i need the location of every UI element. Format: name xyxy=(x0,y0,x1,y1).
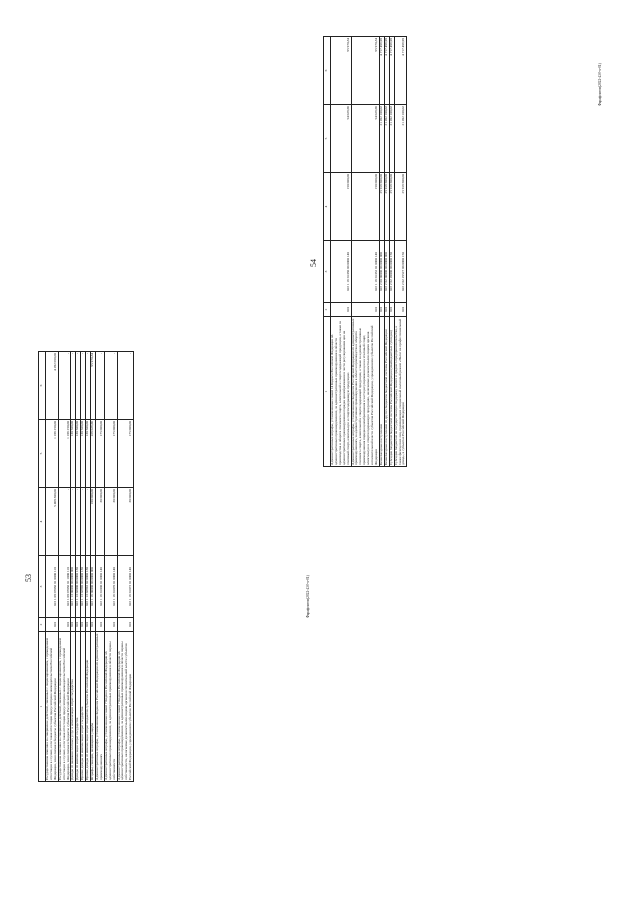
page-53 xyxy=(24,352,308,782)
row-code: 010 xyxy=(95,618,104,632)
header-cell: 1 xyxy=(39,632,46,782)
header-cell: 5 xyxy=(39,420,46,488)
row-name: Государственная пошлина за совершение действий, связанных с лицензированием, с проведением аттестации в случаях, если такая аттестация предусмотрена законодательством Российской Федерации, зачисляемая в бюджеты субъектов Российской Федерации xyxy=(58,632,71,782)
row-code: 010 xyxy=(117,618,134,632)
row-code: 010 xyxy=(76,618,81,632)
row-executed: 130 500,00 xyxy=(81,420,86,488)
row-name: Прочие доходы от компенсации затрат государства xyxy=(81,632,86,782)
table-row xyxy=(394,37,407,467)
revenue-table xyxy=(323,36,407,467)
row-executed: 1 186 250,00 xyxy=(58,420,71,488)
page-footer: Фарафонтов(2022-430-ч-01) xyxy=(598,63,602,106)
table-row xyxy=(46,352,59,782)
header-cell: 4 xyxy=(324,173,331,241)
row-approved: 25 919 600,00 xyxy=(394,173,407,241)
row-name: Безвозмездные поступления от других бюджетов бюджетной системы Российской Федерации xyxy=(384,317,389,467)
table-row xyxy=(351,37,379,467)
row-executed: 1 186 250,00 xyxy=(46,420,59,488)
row-executed: 175 000,00 xyxy=(117,420,134,488)
row-executed: 130 500,00 xyxy=(86,420,91,488)
table-row xyxy=(95,352,104,782)
row-code: 010 xyxy=(384,303,389,317)
row-kbk: 022 1 16 01000 01 0000 140 xyxy=(95,556,104,618)
row-name: Административные штрафы, установленные главой 14 Кодекса Российской Федерации об административных правонарушениях, за административные правонарушения в области производства и оборота этилового спирта, алкогольной и спиртосодержащей продукции, а также за административные правонарушения порядка ценообразования в части регулирования цен на этиловый спирт, алкогольную и спиртосодержащую продукцию xyxy=(331,317,352,467)
row-code: 010 xyxy=(394,303,407,317)
row-code: 010 xyxy=(46,618,59,632)
row-name: Государственная пошлина за совершение действий, связанных с лицензированием, с проведением аттестации в случаях, если такая аттестация предусмотрена законодательством Российской Федерации, зачисляемая в бюджеты субъектов Российской Федерации xyxy=(46,632,59,782)
row-name: Административные штрафы, установленные главой 7 Кодекса Российской Федерации об административных правонарушениях, за административные правонарушения в области охраны собственности xyxy=(104,632,117,782)
row-approved: - xyxy=(76,488,81,556)
row-approved: 30 000,00 xyxy=(95,488,104,556)
row-approved: - xyxy=(58,488,71,556)
row-code: 010 xyxy=(86,618,91,632)
row-code: 010 xyxy=(91,618,96,632)
row-unexecuted: 4 282 050,00 xyxy=(46,352,59,420)
revenue-table xyxy=(38,351,134,782)
row-name: Административные штрафы, установленные Кодексом Российской Федерации об административных правонарушениях xyxy=(95,632,104,782)
row-executed: 130 500,00 xyxy=(76,420,81,488)
row-name: Доходы от оказания платных услуг и компенсации затрат государства xyxy=(71,632,76,782)
row-unexecuted: - xyxy=(58,352,71,420)
row-approved: 30 000,00 xyxy=(117,488,134,556)
row-approved: 30 000,00 xyxy=(104,488,117,556)
row-code: 010 xyxy=(81,618,86,632)
row-kbk: 022 1 13 02990 00 0000 130 xyxy=(81,556,86,618)
row-kbk: 022 1 13 00000 00 0000 000 xyxy=(71,556,76,618)
row-code: 010 xyxy=(104,618,117,632)
header-cell: 3 xyxy=(324,241,331,303)
header-cell: 2 xyxy=(324,303,331,317)
row-name: Субсидии бюджетам бюджетной системы Российской Федерации (межбюджетные субсидии) xyxy=(389,317,394,467)
header-cell: 2 xyxy=(39,618,46,632)
row-kbk: 022 2 02 00000 00 0000 000 xyxy=(384,241,389,303)
header-cell: 4 xyxy=(39,488,46,556)
header-cell: 6 xyxy=(39,352,46,420)
row-executed: 54 029,66 xyxy=(351,105,379,173)
row-executed: 130 500,00 xyxy=(71,420,76,488)
row-executed: 229 029,66 xyxy=(91,420,96,488)
row-code: 010 xyxy=(351,303,379,317)
header-cell: 1 xyxy=(324,317,331,467)
row-code: 010 xyxy=(379,303,384,317)
row-code: 010 xyxy=(58,618,71,632)
row-unexecuted: - xyxy=(76,352,81,420)
row-approved: 150 000,00 xyxy=(351,173,379,241)
row-executed: 21 202 100,02 xyxy=(394,105,407,173)
row-unexecuted: 4 717 499,98 xyxy=(379,37,384,105)
row-name: Административные штрафы, установленные главой 7 Кодекса Российской Федерации об административных правонарушениях, за административные правонарушения в области охраны собственности, налагаемые должностными лицами органов исполнительной власти субъектов Российской Федерации, учреждениями субъектов Российской Федерации xyxy=(117,632,134,782)
row-code: 010 xyxy=(71,618,76,632)
row-unexecuted: - xyxy=(81,352,86,420)
row-name: Субсидии бюджетам на государственную поддержку малого и среднего предпринимательства, а также физических лиц, применяющих специальный налоговый режим «Налог на профессиональный доход», в субъектах Российской Федерации xyxy=(394,317,407,467)
page-number: 54 xyxy=(309,259,318,267)
row-kbk: 022 1 08 07082 01 0000 110 xyxy=(46,556,59,618)
row-unexecuted: - xyxy=(86,352,91,420)
row-kbk: 022 2 02 20000 00 0000 150 xyxy=(389,241,394,303)
row-executed: 21 202 100,02 xyxy=(389,105,394,173)
page-footer: Фарафонтов(2022-430-ч-01) xyxy=(306,575,310,618)
row-executed: 175 000,00 xyxy=(104,420,117,488)
row-unexecuted: 4 717 499,98 xyxy=(389,37,394,105)
row-name: Прочие доходы от компенсации затрат бюджетов субъектов Российской Федерации xyxy=(86,632,91,782)
row-unexecuted: 95 970,34 xyxy=(351,37,379,105)
page-number: 53 xyxy=(24,574,33,582)
table-row xyxy=(104,352,117,782)
header-cell: 3 xyxy=(39,556,46,618)
row-code: 010 xyxy=(331,303,352,317)
row-code: 010 xyxy=(389,303,394,317)
row-name: Безвозмездные поступления xyxy=(379,317,384,467)
row-executed: 21 202 100,02 xyxy=(379,105,384,173)
row-unexecuted: 95 970,34 xyxy=(331,37,352,105)
header-cell: 5 xyxy=(324,105,331,173)
page-54 xyxy=(309,37,593,467)
row-unexecuted: 4 717 499,98 xyxy=(384,37,389,105)
row-name: Штрафы, санкции, возмещение ущерба xyxy=(91,632,96,782)
row-approved: 150 000,00 xyxy=(331,173,352,241)
row-approved: 25 919 600,00 xyxy=(389,173,394,241)
header-cell: 6 xyxy=(324,37,331,105)
row-approved: 25 919 600,00 xyxy=(379,173,384,241)
row-approved: - xyxy=(86,488,91,556)
row-name: Административные штрафы, установленные Кодексом Российской Федерации об административных правонарушениях, за административные правонарушения в области производства и оборота этилового спирта, алкогольной и спиртосодержащей продукции, а также за административные правонарушения порядка ценообразования в части регулирования цен на этиловый спирт, алкогольную и спиртосодержащую продукцию, налагаемые должностными лицами органов исполнительной власти субъектов Российской Федерации, учреждениями субъектов Российской Федерации xyxy=(351,317,379,467)
row-unexecuted: - xyxy=(71,352,76,420)
row-kbk: 022 1 13 02000 00 0000 130 xyxy=(76,556,81,618)
row-kbk: 022 1 16 00000 00 0000 000 xyxy=(91,556,96,618)
row-kbk: 022 1 16 01330 00 0000 140 xyxy=(331,241,352,303)
row-name: Доходы от компенсации затрат государства xyxy=(76,632,81,782)
row-approved: 25 919 600,00 xyxy=(384,173,389,241)
table-row xyxy=(58,352,71,782)
row-executed: 54 029,66 xyxy=(331,105,352,173)
row-unexecuted: 4 717 499,98 xyxy=(394,37,407,105)
row-kbk: 022 2 02 25527 00 0000 150 xyxy=(394,241,407,303)
row-unexecuted: - xyxy=(117,352,134,420)
row-approved: 180 000,00 xyxy=(91,488,96,556)
table-row xyxy=(331,37,352,467)
row-unexecuted: 95 970,34 xyxy=(91,352,96,420)
row-unexecuted: - xyxy=(104,352,117,420)
row-executed: 21 202 100,02 xyxy=(384,105,389,173)
row-approved: 5 468 300,00 xyxy=(46,488,59,556)
row-kbk: 022 1 16 01332 01 0000 140 xyxy=(351,241,379,303)
row-kbk: 022 2 00 00000 00 0000 000 xyxy=(379,241,384,303)
row-kbk: 022 1 13 02992 02 0000 130 xyxy=(86,556,91,618)
row-approved: - xyxy=(71,488,76,556)
row-kbk: 022 1 16 01070 01 0000 140 xyxy=(104,556,117,618)
row-unexecuted: - xyxy=(95,352,104,420)
row-approved: - xyxy=(81,488,86,556)
row-kbk: 022 1 16 01072 01 0000 140 xyxy=(117,556,134,618)
row-kbk: 022 1 08 07082 01 1000 110 xyxy=(58,556,71,618)
row-executed: 175 000,00 xyxy=(95,420,104,488)
table-row xyxy=(117,352,134,782)
